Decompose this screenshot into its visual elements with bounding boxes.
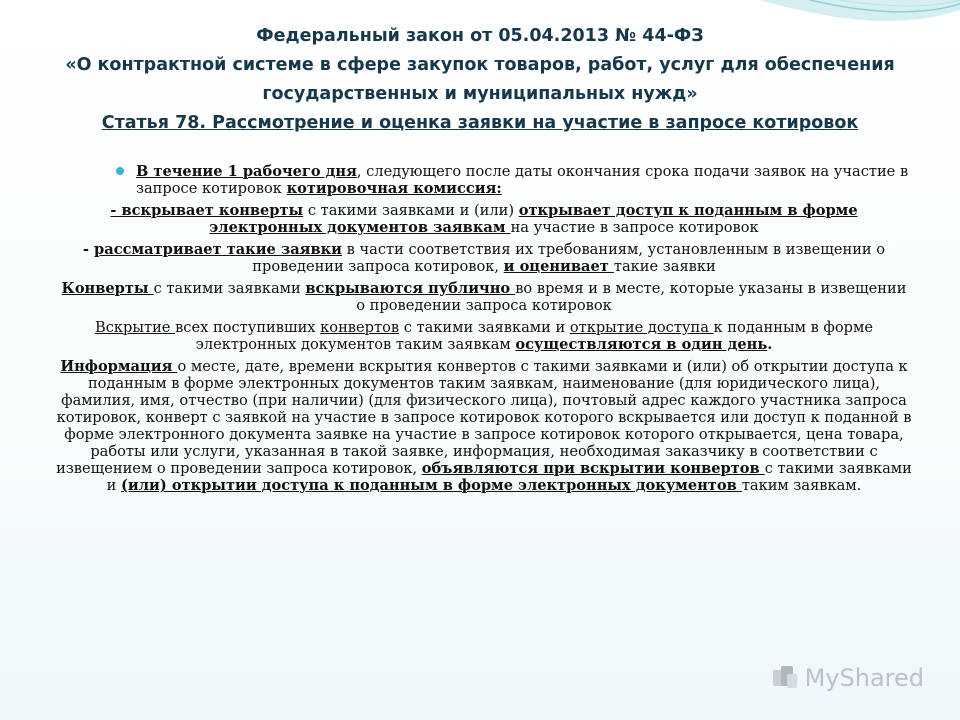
p3-dash: - <box>82 241 95 258</box>
p5-text-3: к поданным в форме электронных документов таким заявкам <box>195 319 873 353</box>
p1-text: , следующего после даты окончания срока подачи заявок на участие в запросе котировок <box>136 163 909 197</box>
p4-envelopes: Конверты <box>61 280 154 297</box>
title-line-3: Статья 78. Рассмотрение и оценка заявки на участие в запросе котировок <box>101 113 859 133</box>
p5-period: . <box>767 336 773 353</box>
bullet-icon <box>116 167 124 175</box>
p6-text-2: с такими заявками и <box>106 460 912 494</box>
p3-review: рассматривает такие заявки <box>94 241 342 258</box>
paragraph-2 <box>56 202 912 236</box>
paragraph-1 <box>56 163 912 197</box>
p5-text-1: всех поступивших <box>175 319 321 336</box>
myshared-logo <box>771 664 924 692</box>
p4-tail: во время и в месте, которые указаны в извещении о проведении запроса котировок <box>356 280 907 314</box>
p6-text: о месте, дате, времени вскрытия конвертов с такими заявками и (или) об открытии доступа к поданным в форме электронных документов таким заявкам, наименование (для юридического лица), фамилия, имя, отчество (при наличии) (для физического лица), почтовый адрес каждого участника запроса котировок, конверт с заявкой на участие в запросе котировок которого вскрывается или доступ к поданной в форме электронного документа заявке на участие в запросе котировок которого открывается, цена товара, работы или услуги, указанная в такой заявке, информация, необходимая заказчику в соответствии с извещением о проведении запроса котировок, <box>56 358 912 477</box>
p2-emphasis: - вскрывает конверты <box>110 202 304 219</box>
p1-commission: котировочная комиссия: <box>286 180 502 197</box>
myshared-logo-icon <box>771 664 799 692</box>
p3-evaluate: и оценивает <box>503 258 614 275</box>
title-line-1: Федеральный закон от 05.04.2013 № 44-ФЗ <box>256 26 704 46</box>
p3-text: в части соответствия их требованиям, установленным в извещении о проведении запроса котировок, <box>252 241 886 275</box>
p2-text: с такими заявками и (или) <box>303 202 519 219</box>
p4-public: вскрываются публично <box>305 280 516 297</box>
slide-title <box>40 22 920 138</box>
paragraph-4 <box>56 280 912 314</box>
p6-tail: таким заявкам. <box>741 477 862 494</box>
p2-tail: на участие в запросе котировок <box>510 219 759 236</box>
logo-text: MyShared <box>804 664 924 692</box>
paragraph-6 <box>56 358 912 494</box>
p5-text-2: с такими заявками и <box>399 319 570 336</box>
p5-opening: Вскрытие <box>95 319 176 336</box>
p6-announced: объявляются при вскрытии конвертов <box>421 460 765 477</box>
paragraph-3 <box>56 241 912 275</box>
p3-tail: такие заявки <box>613 258 716 275</box>
title-line-2: «О контрактной системе в сфере закупок товаров, работ, услуг для обеспечения государственных и муниципальных нужд» <box>65 55 895 104</box>
p4-text: с такими заявками <box>153 280 306 297</box>
p5-access: открытие доступа <box>569 319 714 336</box>
p6-access: (или) открытии доступа к поданным в форме электронных документов <box>121 477 742 494</box>
slide-body <box>56 163 912 499</box>
p5-one-day: осуществляются в один день <box>515 336 768 353</box>
p2-access: открывает доступ к поданным в форме электронных документов заявкам <box>209 202 858 236</box>
p6-information: Информация <box>60 358 178 375</box>
p1-emphasis: В течение 1 рабочего дня <box>136 163 357 180</box>
p5-envelopes: конвертов <box>320 319 400 336</box>
paragraph-5 <box>56 319 912 353</box>
